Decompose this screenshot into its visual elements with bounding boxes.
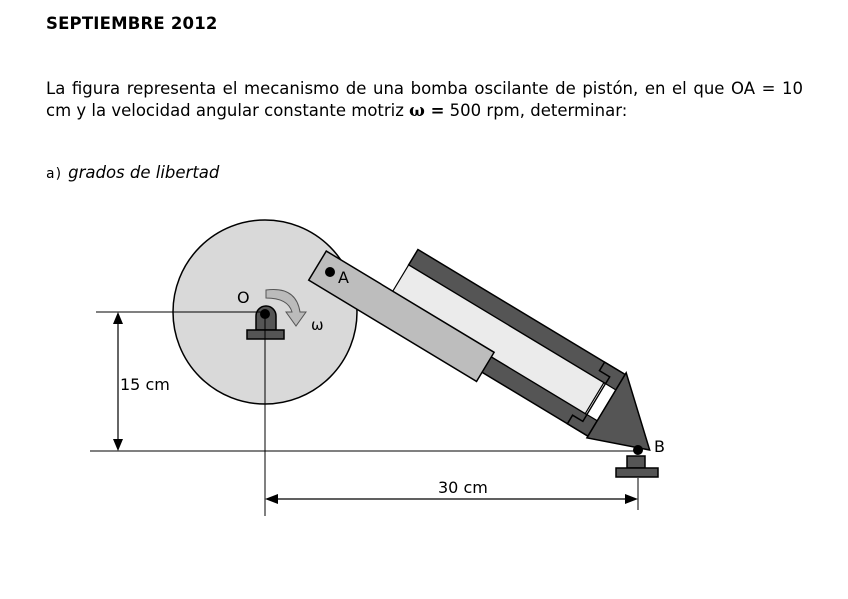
label-B: B — [654, 437, 665, 456]
section-heading: SEPTIEMBRE 2012 — [46, 14, 218, 33]
dim-horizontal-label: 30 cm — [438, 478, 488, 497]
question-a-letter: a) — [46, 166, 63, 182]
support-B-base — [616, 468, 658, 477]
question-a-text: grados de libertad — [68, 163, 220, 182]
joint-O — [260, 309, 270, 319]
label-A: A — [338, 268, 349, 287]
dim-horizontal-arrow-left — [265, 494, 278, 504]
dim-horizontal-arrow-right — [625, 494, 638, 504]
support-B — [616, 456, 658, 477]
omega-symbol: ω = — [409, 101, 445, 120]
statement-text-2: 500 rpm, determinar: — [444, 101, 628, 120]
joint-B — [633, 445, 643, 455]
label-omega: ω — [311, 316, 324, 334]
statement-text-1: La figura representa el mecanismo de una bomba oscilante de pistón, en el que OA = 10 cm y la velocidad angular constante motriz — [46, 79, 803, 120]
joint-A — [325, 267, 335, 277]
dim-vertical-arrow-top — [113, 312, 123, 324]
label-O: O — [237, 288, 250, 307]
dim-vertical-arrow-bottom — [113, 439, 123, 451]
support-B-post — [627, 456, 645, 468]
dim-vertical-label: 15 cm — [120, 375, 170, 394]
cylinder — [380, 248, 678, 469]
